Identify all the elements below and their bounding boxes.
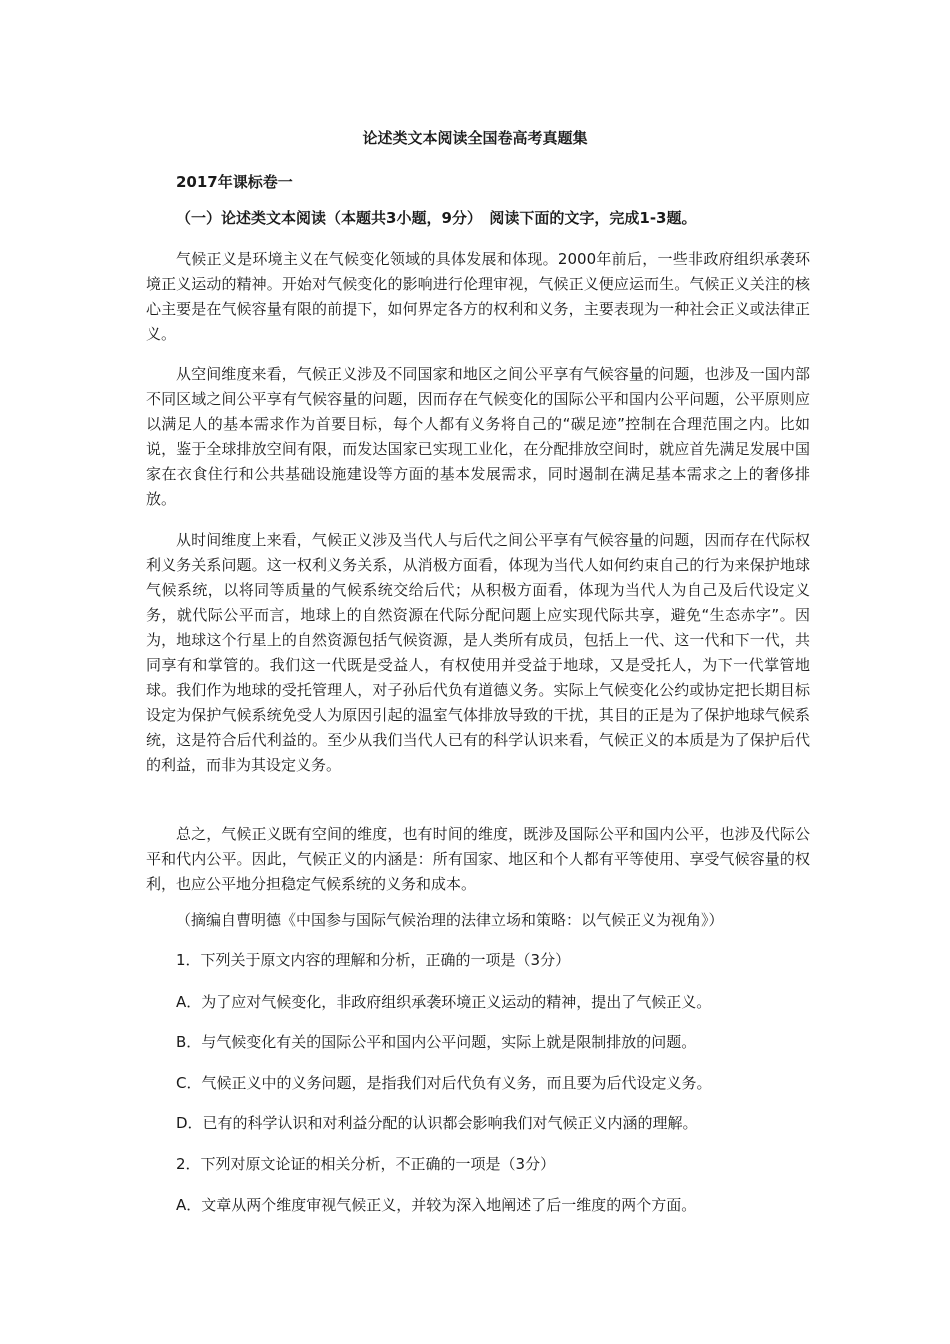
source-citation: （摘编自曹明德《中国参与国际气候治理的法律立场和策略：以气候正义为视角》）: [176, 911, 724, 929]
question-1-stem: 1．下列关于原文内容的理解和分析，正确的一项是（3分）: [176, 951, 571, 969]
question-2-stem: 2．下列对原文论证的相关分析，不正确的一项是（3分）: [176, 1155, 556, 1173]
question-1-option-b: B．与气候变化有关的国际公平和国内公平问题，实际上就是限制排放的问题。: [176, 1033, 697, 1051]
question-2-option-a: A．文章从两个维度审视气候正义，并较为深入地阐述了后一维度的两个方面。: [176, 1196, 697, 1214]
question-1-option-c: C．气候正义中的义务问题，是指我们对后代负有义务，而且要为后代设定义务。: [176, 1074, 712, 1092]
paragraph-3: 从时间维度上来看，气候正义涉及当代人与后代之间公平享有气候容量的问题，因而存在代际权利义务关系问题。这一权利义务关系，从消极方面看，体现为当代人如何约束自己的行为来保护地球气候系统，以将同等质量的气候系统交给后代；从积极方面看，体现为当代人为自己及后代设定义务，就代际公平而言，地球上的自然资源在代际分配问题上应实现代际共享，避免“生态赤字”。因为，地球这个行星上的自然资源包括气候资源，是人类所有成员，包括上一代、这一代和下一代，共同享有和掌管的。我们这一代既是受益人，有权使用并受益于地球，又是受托人，为下一代掌管地球。我们作为地球的受托管理人，对子孙后代负有道德义务。实际上气候变化公约或协定把长期目标设定为保护气候系统免受人为原因引起的温室气体排放导致的干扰，其目的正是为了保护地球气候系统，这是符合后代利益的。至少从我们当代人已有的科学认识来看，气候正义的本质是为了保护后代的利益，而非为其设定义务。: [146, 531, 810, 774]
question-1-option-a: A．为了应对气候变化，非政府组织承袭环境正义运动的精神，提出了气候正义。: [176, 993, 712, 1011]
section-heading: （一）论述类文本阅读（本题共3小题，9分） 阅读下面的文字，完成1-3题。: [176, 209, 697, 227]
question-1-option-d: D．已有的科学认识和对利益分配的认识都会影响我们对气候正义内涵的理解。: [176, 1114, 698, 1132]
exam-subheading: 2017年课标卷一: [176, 173, 293, 191]
paragraph-1: 气候正义是环境主义在气候变化领域的具体发展和体现。2000年前后，一些非政府组织承袭环境正义运动的精神。开始对气候变化的影响进行伦理审视，气候正义便应运而生。气候正义关注的核心主要是在气候容量有限的前提下，如何界定各方的权利和义务，主要表现为一种社会正义或法律正义。: [146, 250, 810, 343]
document-title: 论述类文本阅读全国卷高考真题集: [362, 129, 588, 147]
paragraph-4: 总之，气候正义既有空间的维度，也有时间的维度，既涉及国际公平和国内公平，也涉及代际公平和代内公平。因此，气候正义的内涵是：所有国家、地区和个人都有平等使用、享受气候容量的权利，也应公平地分担稳定气候系统的义务和成本。: [146, 825, 810, 893]
paragraph-2: 从空间维度来看，气候正义涉及不同国家和地区之间公平享有气候容量的问题，也涉及一国内部不同区域之间公平享有气候容量的问题，因而存在气候变化的国际公平和国内公平问题，公平原则应以满足人的基本需求作为首要目标，每个人都有义务将自己的“碳足迹”控制在合理范围之内。比如说，鉴于全球排放空间有限，而发达国家已实现工业化，在分配排放空间时，就应首先满足发展中国家在衣食住行和公共基础设施建设等方面的基本发展需求，同时遏制在满足基本需求之上的奢侈排放。: [146, 365, 810, 508]
